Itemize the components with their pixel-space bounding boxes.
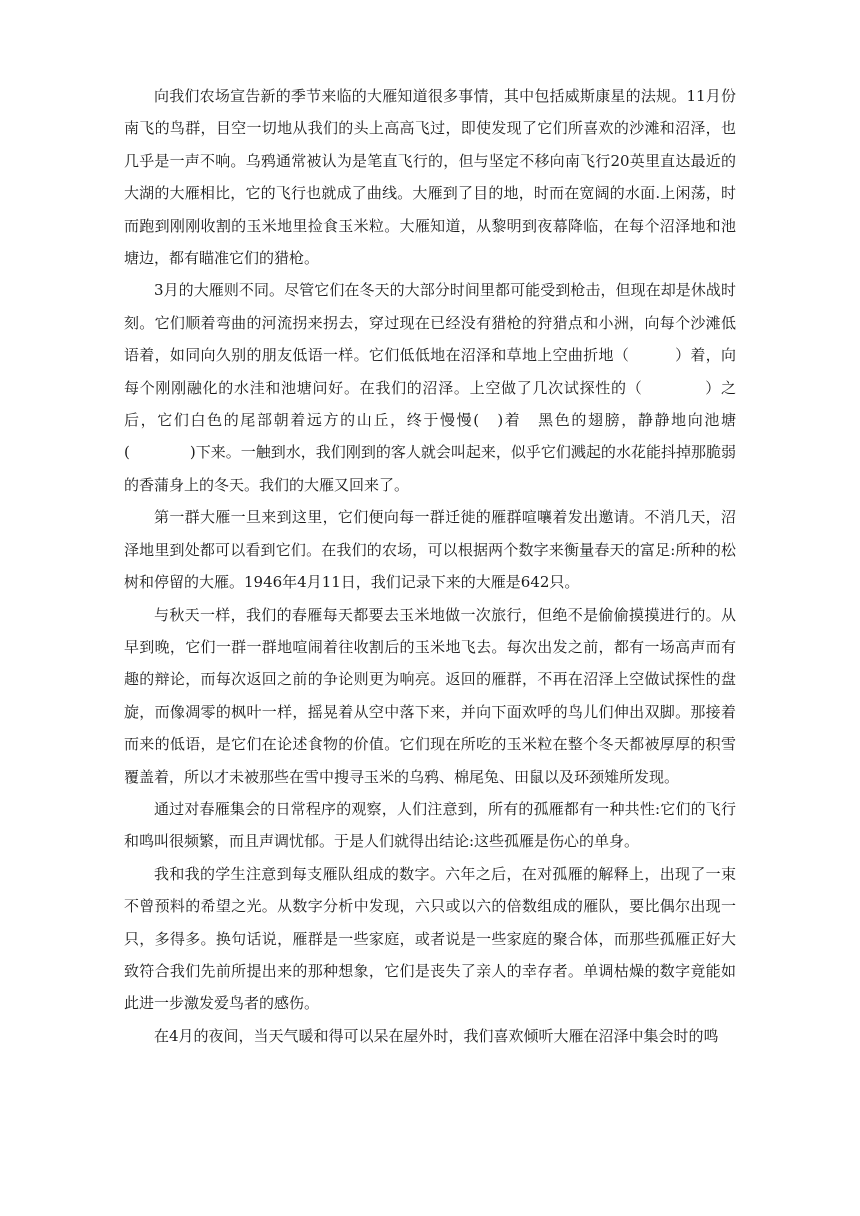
paragraph-4: 与秋天一样，我们的春雁每天都要去玉米地做一次旅行，但绝不是偷偷摸摸进行的。从早到晚，它们一群一群地喧闹着往收割后的玉米地飞去。每次出发之前，都有一场高声而有趣的辩论，而每次返回之前的争论则更为响亮。返回的雁群，不再在沼泽上空做试探性的盘旋，而像凋零的枫叶一样，摇晃着从空中落下来，并向下面欢呼的鸟儿们伸出双脚。那接着而来的低语，是它们在论述食物的价值。它们现在所吃的玉米粒在整个冬天都被厚厚的积雪覆盖着，所以才未被那些在雪中搜寻玉米的乌鸦、棉尾兔、田鼠以及环颈雉所发现。 [124,605,736,786]
paragraph-1: 向我们农场宣告新的季节来临的大雁知道很多事情，其中包括威斯康星的法规。11月份南飞的鸟群，目空一切地从我们的头上高高飞过，即使发现了它们所喜欢的沙滩和沼泽，也几乎是一声不响。乌鸦通常被认为是笔直飞行的，但与坚定不移向南飞行20英里直达最近的大湖的大雁相比，它的飞行也就成了曲线。大雁到了目的地，时而在宽阔的水面.上闲荡，时而跑到刚刚收割的玉米地里捡食玉米粒。大雁知道，从黎明到夜幕降临，在每个沼泽地和池塘边，都有瞄准它们的猎枪。 [124,87,736,268]
paragraph-7: 在4月的夜间，当天气暖和得可以呆在屋外时，我们喜欢倾听大雁在沼泽中集会时的鸣 [154,1026,719,1045]
article-body [124,80,736,1052]
paragraph-2: 3月的大雁则不同。尽管它们在冬天的大部分时间里都可能受到枪击，但现在却是休战时刻。它们顺着弯曲的河流拐来拐去，穿过现在已经没有猎枪的狩猎点和小洲，向每个沙滩低语着，如同向久别的朋友低语一样。它们低低地在沼泽和草地上空曲折地（ ）着，向每个刚刚融化的水洼和池塘问好。在我们的沼泽。上空做了几次试探性的（ ）之后，它们白色的尾部朝着远方的山丘，终于慢慢( )着 黑色的翅膀，静静地向池塘( )下来。一触到水，我们刚到的客人就会叫起来，似乎它们溅起的水花能抖掉那脆弱的香蒲身上的冬天。我们的大雁又回来了。 [124,281,736,494]
paragraph-3: 第一群大雁一旦来到这里，它们便向每一群迁徙的雁群喧嚷着发出邀请。不消几天，沼泽地里到处都可以看到它们。在我们的农场，可以根据两个数字来衡量春天的富足:所种的松树和停留的大雁。1946年4月11日，我们记录下来的大雁是642只。 [124,508,736,592]
paragraph-6: 我和我的学生注意到每支雁队组成的数字。六年之后，在对孤雁的解释上，出现了一束不曾预料的希望之光。从数字分析中发现，六只或以六的倍数组成的雁队，要比偶尔出现一只，多得多。换句话说，雁群是一些家庭，或者说是一些家庭的聚合体，而那些孤雁正好大致符合我们先前所提出来的那种想象，它们是丧失了亲人的幸存者。单调枯燥的数字竟能如此进一步激发爱鸟者的感伤。 [124,864,736,1013]
paragraph-5: 通过对春雁集会的日常程序的观察，人们注意到，所有的孤雁都有一种共性:它们的飞行和鸣叫很频繁，而且声调忧郁。于是人们就得出结论:这些孤雁是伤心的单身。 [124,799,736,851]
